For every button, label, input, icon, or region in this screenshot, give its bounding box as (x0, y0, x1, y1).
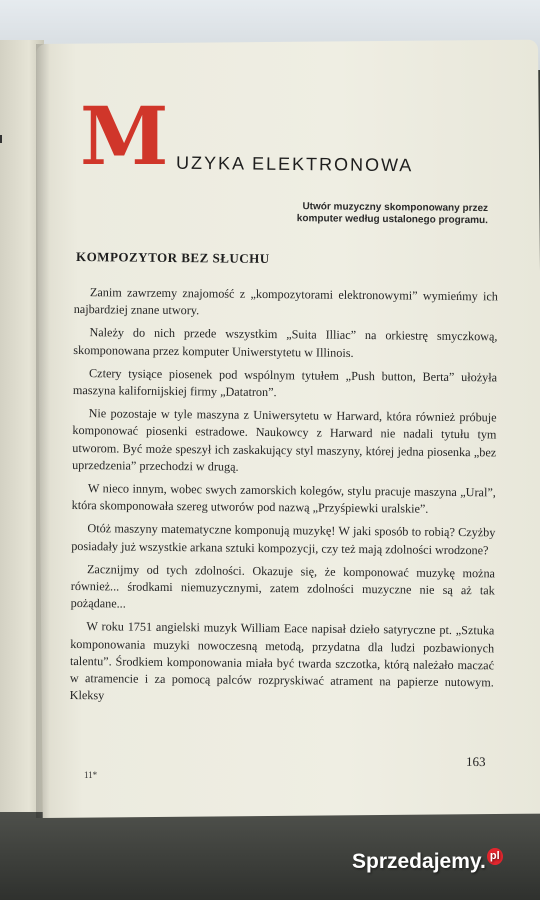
watermark-tld-badge: pl (487, 848, 503, 865)
chapter-title (80, 89, 460, 186)
watermark-logo (352, 850, 503, 874)
watermark-name: Sprzedajemy (352, 850, 480, 873)
chapter-title-drop-cap: M (80, 89, 169, 183)
paragraph: W nieco innym, wobec swych zamorskich kolegów, stylu pracuje maszyna „Ural”, która skomponowała szereg utworów pod nazwą „Przyśpiewki uralskie”. (71, 481, 496, 516)
page-number: 163 (465, 753, 486, 770)
paragraph: Zacznijmy od tych zdolności. Okazuje się, że komponować muzykę można również... środkami niemuzycznymi, zatem zdolności muzyczne nie są aż tak pożądane... (70, 561, 496, 611)
paragraph: Nie pozostaje w tyle maszyna z Uniwersytetu w Harward, która również próbuje komponować piosenki estradowe. Naukowcy z Harward nie nadali tytułu tym utworom. Być może speszył ich zaskakujący styl maszyny, której jedna piosenka „bez uprzedzenia” przechodzi w drugą. (72, 406, 497, 474)
printer-signature: 11* (84, 770, 98, 780)
watermark-dot: . (480, 850, 486, 873)
page-edge-mark (0, 135, 2, 143)
epigraph-line: komputer według ustalonego programu. (296, 213, 488, 227)
chapter-title-rest: UZYKA ELEKTRONOWA (175, 152, 414, 176)
paragraph: Należy do nich przede wszystkim „Suita Illiac” na orkiestrę smyczkową, skomponowana przez komputer Uniwerstytetu w Illinois. (73, 325, 498, 360)
paragraph: Cztery tysiące piosenek pod wspólnym tytułem „Push button, Berta” ułożyła maszyna kalifornijskiej firmy „Datatron”. (72, 365, 498, 400)
paragraph: W roku 1751 angielski muzyk William Eace napisał dzieło satyryczne pt. „Sztuka komponowania muzyki nowoczesną metodą, przydatna dla ludzi pozbawionych talentu”. Środkiem komponowania miała być twarda szczotka, którą należało maczać w atramencie i za pomocą palców rozpryskiwać atrament na papierze nutowym. Kleksy (69, 619, 495, 703)
body-text (70, 284, 498, 715)
paragraph: Zanim zawrzemy znajomość z „kompozytorami elektronowymi” wymieńmy ich najbardziej znane utwory. (73, 285, 498, 318)
paragraph: Otóż maszyny matematyczne komponują muzykę! W jaki sposób to robią? Czyżby posiadały już wszystkie arkana sztuki kompozycji, czy też mają zdolności wrodzone? (71, 521, 496, 557)
chapter-epigraph (278, 201, 488, 227)
spine-shadow (36, 44, 50, 818)
epigraph-line: Utwór muzyczny skomponowany przez (302, 201, 489, 215)
section-heading: KOMPOZYTOR BEZ SŁUCHU (75, 248, 270, 267)
